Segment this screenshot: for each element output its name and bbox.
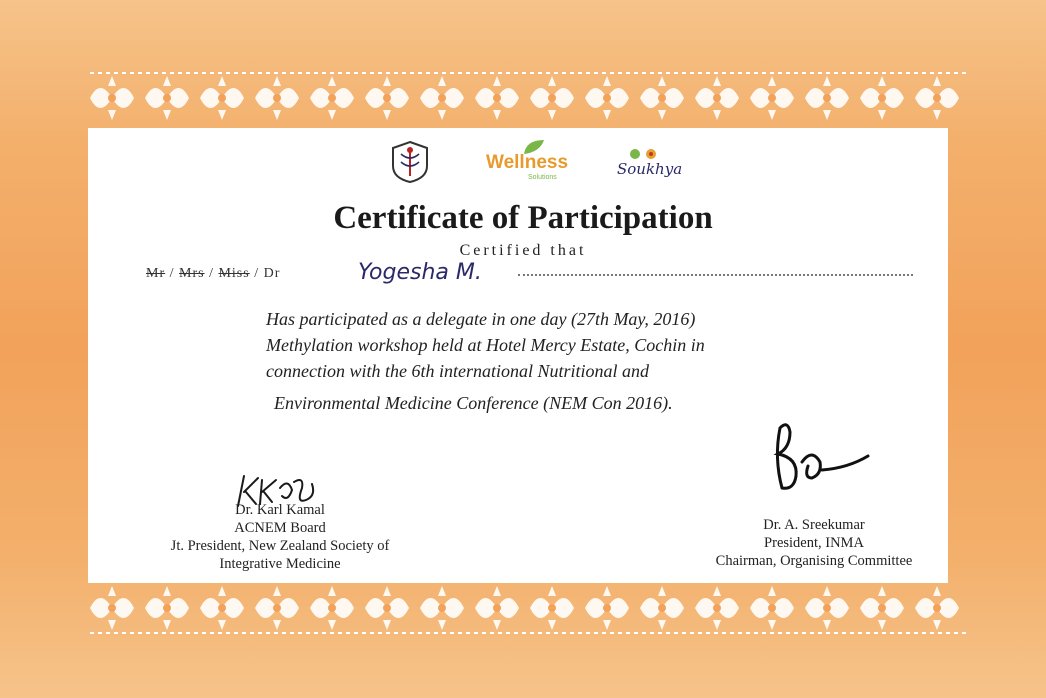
left-signatory-line2: ACNEM Board	[234, 520, 326, 536]
right-signatory-name: Dr. A. Sreekumar	[763, 517, 865, 533]
logo-row	[0, 138, 1046, 186]
body-line: Environmental Medicine Conference (NEM Con 2016).	[274, 393, 673, 413]
right-signatory-line2: President, INMA	[764, 535, 864, 551]
certificate-body	[266, 306, 866, 416]
salutation-mrs: Mrs	[179, 266, 205, 281]
certificate-title: Certificate of Participation	[333, 200, 713, 236]
left-signatory-line4: Integrative Medicine	[219, 556, 341, 572]
salutation-separator: /	[254, 266, 260, 281]
body-line: connection with the 6th international Nutritional and	[266, 361, 649, 381]
salutation-dr: Dr	[263, 266, 281, 281]
name-dotted-line	[518, 274, 913, 276]
inma-emblem-icon	[387, 140, 433, 184]
left-signatory-name: Dr. Karl Kamal	[235, 502, 325, 518]
salutation-mr: Mr	[146, 266, 166, 281]
soukhya-logo	[617, 146, 697, 180]
salutation-line	[146, 266, 916, 292]
top-ornament-band	[90, 68, 970, 128]
left-signatory-line3: Jt. President, New Zealand Society of	[170, 538, 390, 554]
certified-that-text: Certified that	[459, 242, 587, 259]
wellness-logo-name: Wellness	[486, 152, 569, 173]
bottom-ornament-band	[90, 578, 970, 638]
wellness-logo-sub: Solutions	[528, 174, 557, 181]
right-signatory-line3: Chairman, Organising Committee	[715, 553, 913, 569]
soukhya-logo-name: Soukhya	[617, 160, 683, 178]
body-line: Has participated as a delegate in one day (27th May, 2016)	[266, 309, 696, 329]
left-signatory	[120, 501, 440, 573]
right-signatory	[680, 516, 948, 570]
recipient-name: Yogesha M.	[358, 260, 482, 285]
wellness-solutions-logo	[486, 138, 569, 184]
salutation-miss: Miss	[218, 266, 250, 281]
salutation-separator: /	[209, 266, 214, 281]
body-line: Methylation workshop held at Hotel Mercy Estate, Cochin in	[266, 335, 705, 355]
right-signature	[768, 418, 878, 494]
salutation-separator: /	[169, 266, 175, 281]
